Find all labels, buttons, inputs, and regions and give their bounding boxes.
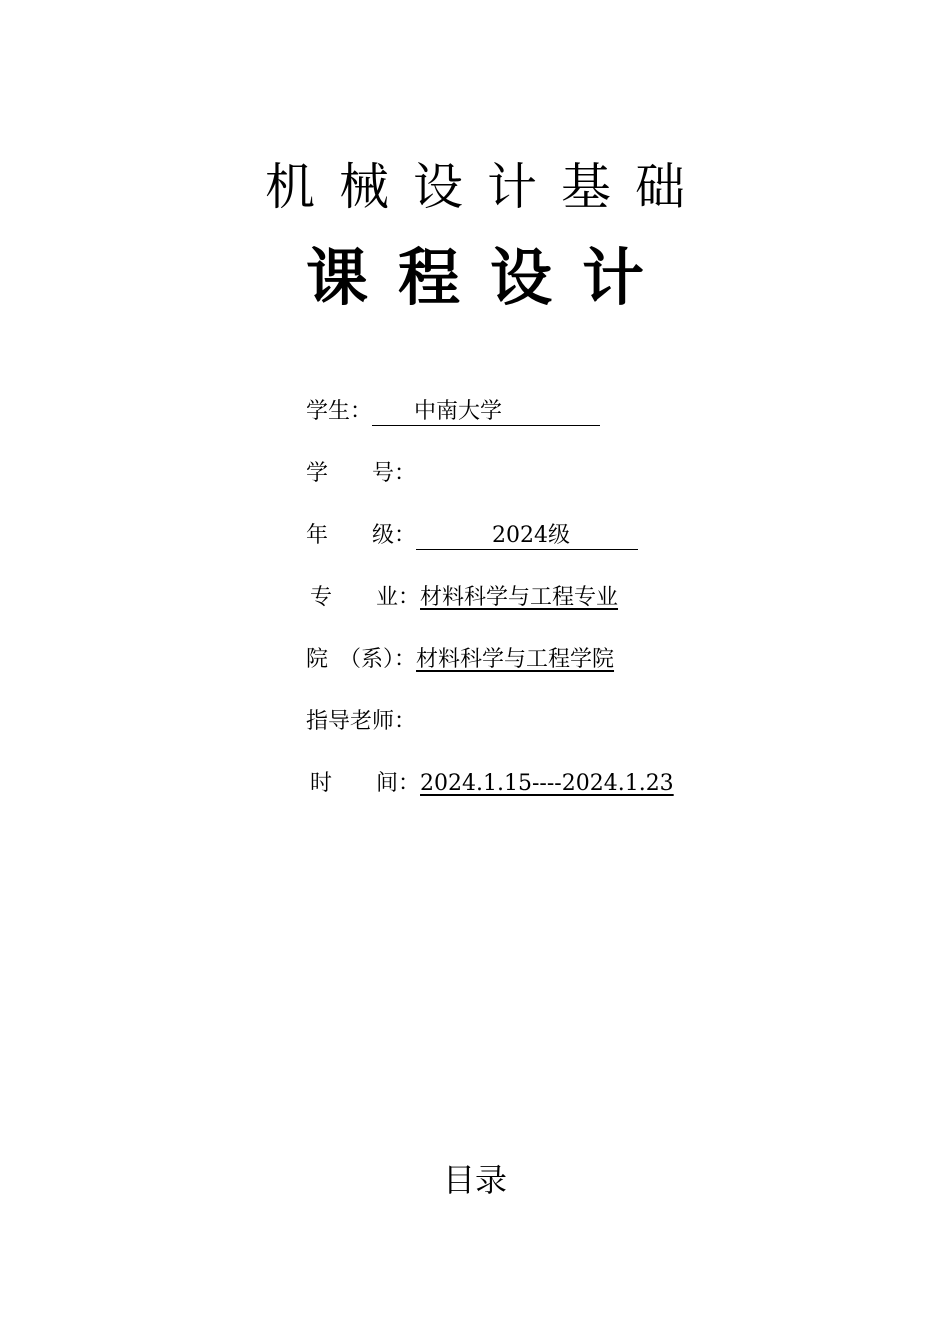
document-title-line2: 课程设计	[305, 241, 674, 314]
field-time	[310, 769, 674, 799]
field-department	[306, 645, 614, 675]
student-number-label: 学 号：	[306, 461, 417, 486]
student-label: 学生：	[306, 399, 373, 424]
major-label: 专 业：	[310, 585, 421, 610]
field-grade	[306, 521, 638, 551]
advisor-label: 指导老师：	[306, 709, 417, 734]
field-major	[310, 583, 618, 613]
field-advisor	[306, 707, 416, 737]
student-value: 中南大学	[372, 399, 600, 426]
grade-value: 2024级	[416, 523, 638, 550]
major-value: 材料科学与工程专业	[420, 585, 619, 610]
time-label: 时 间：	[310, 771, 421, 796]
field-student-number	[306, 459, 416, 489]
department-label: 院 （系）：	[306, 647, 417, 672]
document-title-line1: 机械设计基础	[265, 158, 709, 216]
grade-label: 年 级：	[306, 523, 417, 548]
time-value: 2024.1.15----2024.1.23	[420, 771, 674, 796]
toc-heading: 目录	[442, 1161, 507, 1199]
department-value: 材料科学与工程学院	[416, 647, 615, 672]
field-student	[306, 397, 600, 427]
